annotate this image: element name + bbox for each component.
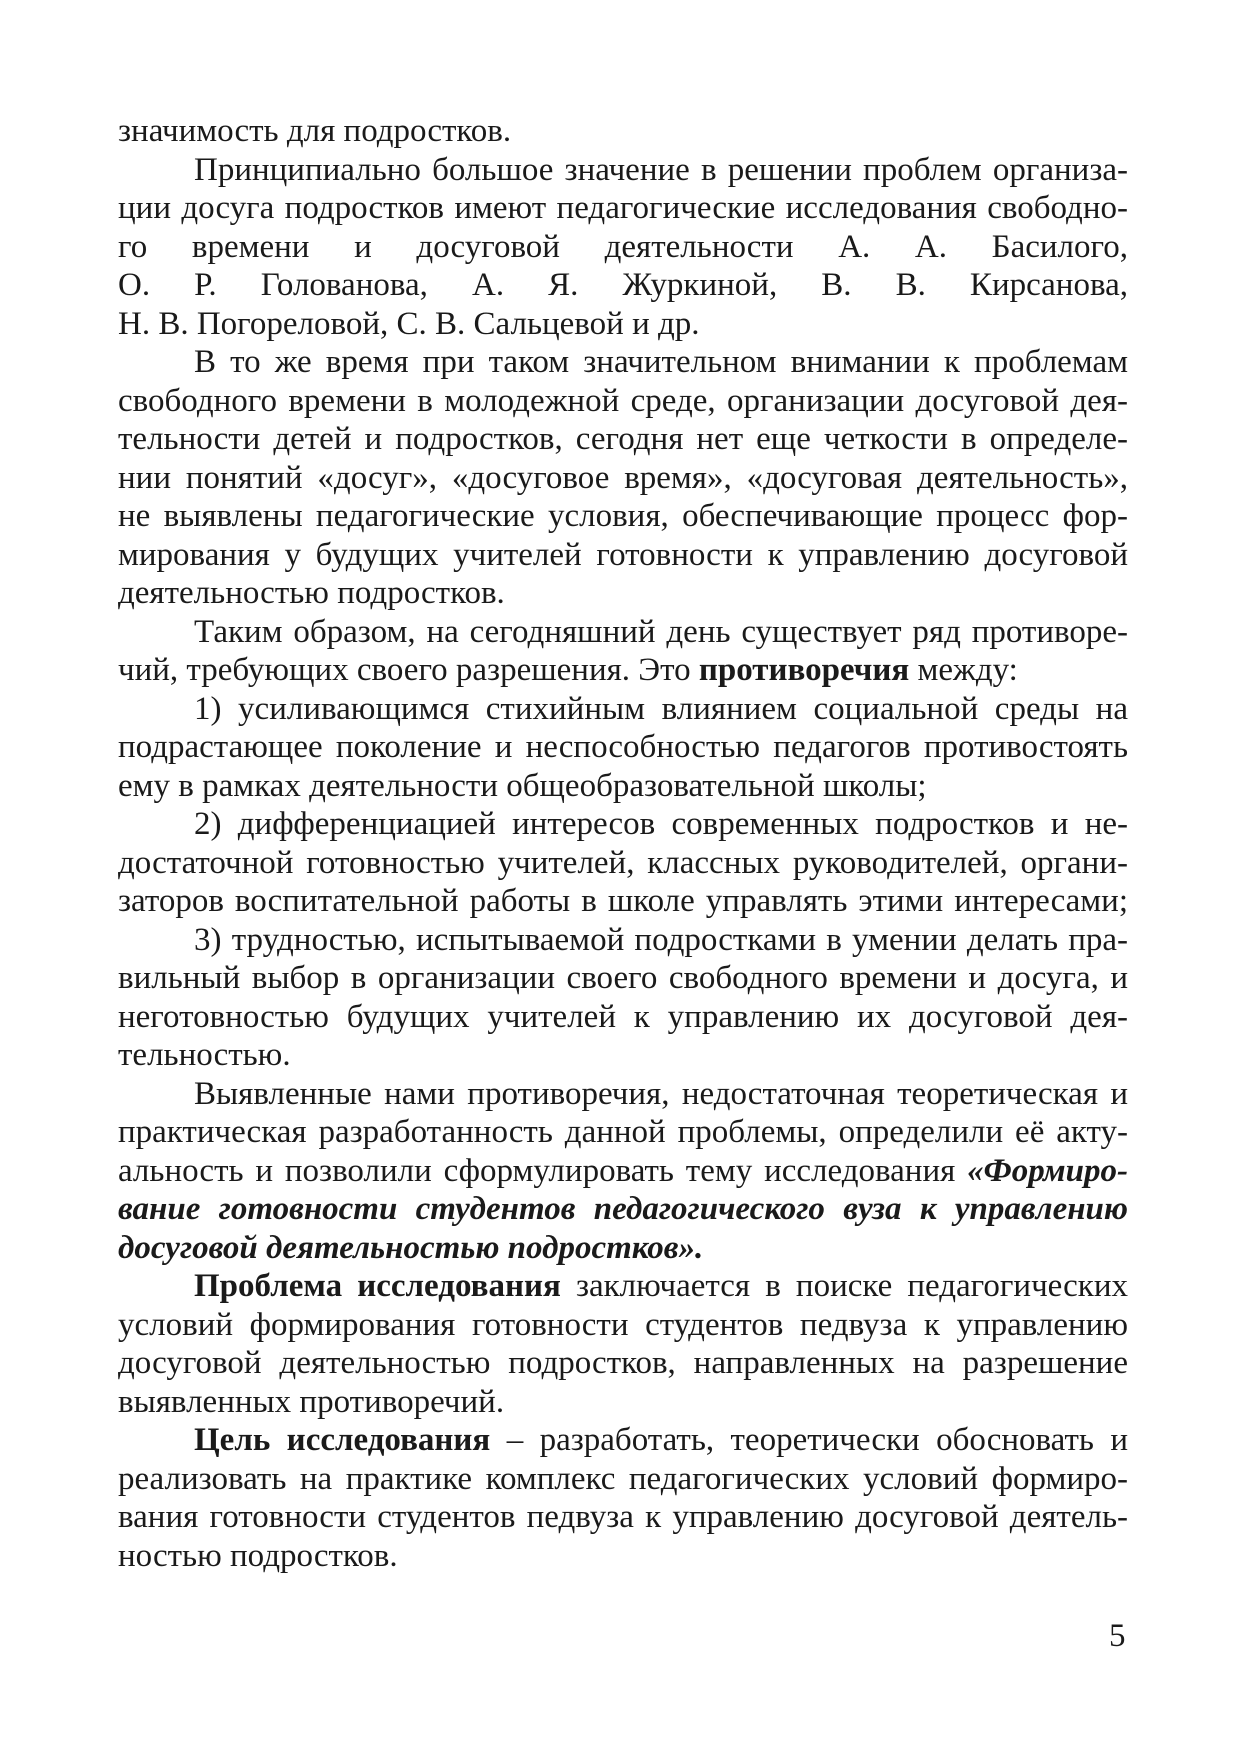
text-line: 3) трудностью, испытываемой подростками в умении делать пра- [194,921,1128,958]
text-line: альность и позволили сформулировать тему исследования «Формиро- [118,1152,1128,1189]
bold-term: противоречия [698,652,910,688]
text-line: реализовать на практике комплекс педагогических условий формиро- [118,1460,1128,1497]
text-line: ции досуга подростков имеют педагогические исследования свободно- [118,190,1128,226]
bold-term: Цель исследования [194,1422,491,1458]
text-line: достаточной готовностью учителей, классных руководителей, органи- [118,844,1128,881]
list-item-1 [118,690,1128,806]
paragraph-3 [118,613,1128,690]
text-line: Н. В. Погореловой, С. В. Сальцевой и др. [118,305,700,342]
text-line: 2) дифференциацией интересов современных подростков и не- [194,806,1128,842]
text-line: чий, требующих своего разрешения. Это противоречия между: [118,652,1018,688]
bold-italic-title: вание готовности студентов педагогического вуза к управлению [118,1191,1128,1227]
text-line: выявленных противоречий. [118,1383,505,1420]
text-line: подрастающее поколение и неспособностью педагогов противостоять [118,729,1128,765]
text-line: Цель исследования – разработать, теоретически обосновать и [194,1422,1129,1458]
paragraph-1 [118,151,1128,344]
text-line: нии понятий «досуг», «досуговое время», «досуговая деятельность», [118,459,1128,496]
paragraph-0 [118,112,1128,151]
text-line: значимость для подростков. [118,113,512,149]
body-text [118,112,1128,1575]
text-line: неготовностью будущих учителей к управлению их досуговой дея- [118,998,1128,1035]
text-line: О. Р. Голованова, А. Я. Журкиной, В. В. Кирсанова, [118,267,1128,303]
text-line: свободного времени в молодежной среде, организации досуговой дея- [118,382,1128,419]
text-line: не выявлены педагогические условия, обеспечивающие процесс фор- [118,498,1128,534]
text-line: Принципиально большое значение в решении проблем организа- [194,151,1128,188]
text-line: тельностью. [118,1037,291,1073]
text-line: досуговой деятельностью подростков, направленных на разрешение [118,1345,1128,1381]
paragraph-8 [118,1267,1128,1421]
bold-term: Проблема исследования [194,1268,561,1304]
text-line: 1) усиливающимся стихийным влиянием социальной среды на [194,690,1128,727]
list-item-2 [118,805,1128,921]
text-line: тельности детей и подростков, сегодня нет еще четкости в определе- [118,421,1128,457]
page-number: 5 [1109,1618,1126,1654]
text-line: Таким образом, на сегодняшний день существует ряд противоре- [194,613,1128,650]
paragraph-9 [118,1421,1128,1575]
text-line: Проблема исследования заключается в поиске педагогических [194,1268,1128,1304]
text-line: вания готовности студентов педвуза к управлению досуговой деятель- [118,1499,1128,1535]
text-line: деятельностью подростков. [118,575,505,611]
list-item-3 [118,921,1128,1075]
text-line: В то же время при таком значительном внимании к проблемам [194,344,1128,380]
text-line: ему в рамках деятельности общеобразовательной школы; [118,767,927,804]
text-line: заторов воспитательной работы в школе управлять этими интересами; [118,883,1128,919]
text-line: практическая разработанность данной проблемы, определили её акту- [118,1114,1128,1150]
text-line: вильный выбор в организации своего свободного времени и досуга, и [118,960,1128,996]
bold-italic-title: досуговой деятельностью подростков». [118,1229,704,1266]
paragraph-2 [118,343,1128,613]
text-line: ностью подростков. [118,1537,398,1574]
text-line: мирования у будущих учителей готовности к управлению досуговой [118,536,1128,573]
bold-italic-title: «Формиро- [967,1152,1128,1189]
text-line: Выявленные нами противоречия, недостаточная теоретическая и [194,1075,1128,1112]
text-line: го времени и досуговой деятельности А. А. Басилого, [118,228,1128,265]
text-line: условий формирования готовности студентов педвуза к управлению [118,1306,1128,1343]
paragraph-7 [118,1075,1128,1268]
